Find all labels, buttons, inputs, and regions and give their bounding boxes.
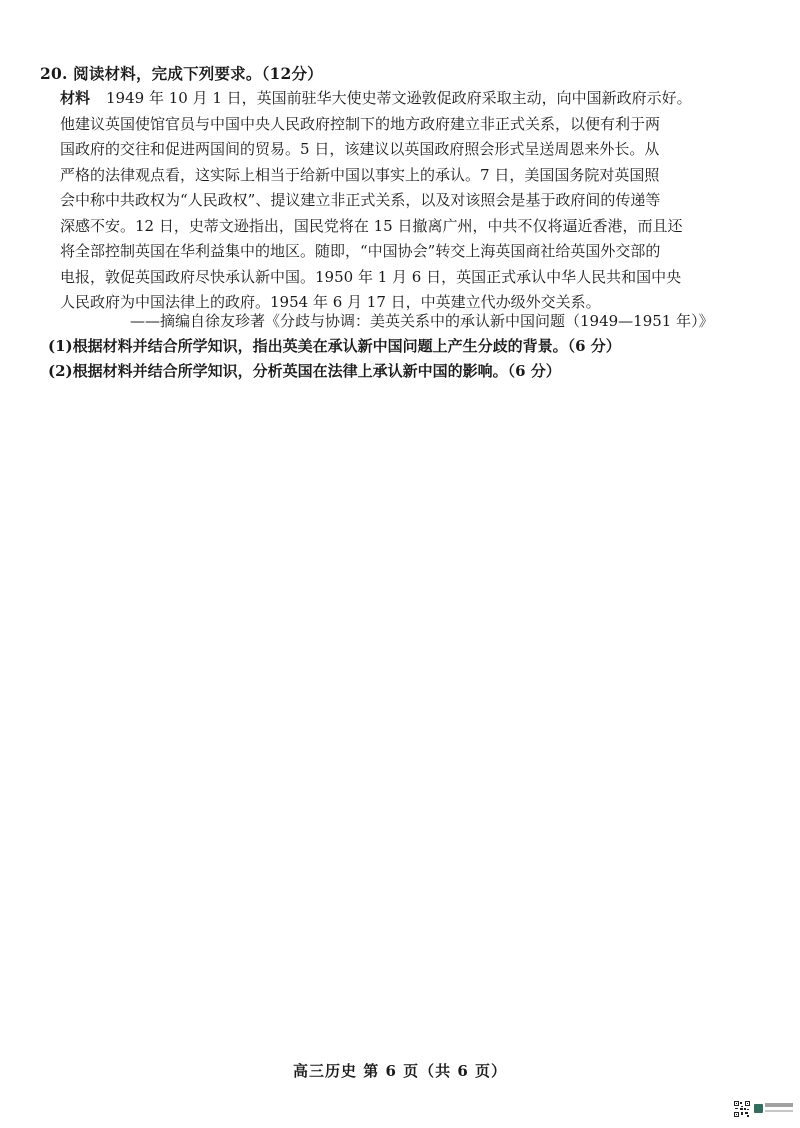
brand-logo-tagline	[765, 1110, 793, 1112]
material-line-5: 会中称中共政权为“人民政权”、提议建立非正式关系，以及对该照会是基于政府间的传递等	[60, 191, 661, 209]
material-line-8: 电报，敦促英国政府尽快承认新中国。1950 年 1 月 6 日，英国正式承认中华人民共和国中央	[60, 267, 682, 286]
material-line-6: 深感不安。12 日，史蒂文逊指出，国民党将在 15 日撤离广州，中共不仅将逼近香港，而且还	[60, 216, 683, 235]
brand-logo	[754, 1103, 794, 1115]
material-line-1	[60, 86, 720, 112]
brand-logo-wordmark	[765, 1103, 793, 1107]
material-line-4: 严格的法律观点看，这实际上相当于给新中国以事实上的承认。7 日，美国国务院对英国照	[60, 165, 660, 184]
material-line-text: 1949 年 10 月 1 日，英国前驻华大使史蒂文逊敦促政府采取主动，向中国新政府示好。	[106, 89, 692, 107]
material-line-7: 将全部控制英国在华利益集中的地区。随即，“中国协会”转交上海英国商社给英国外交部的	[60, 242, 661, 260]
material-line-3: 国政府的交往和促进两国间的贸易。5 日，该建议以英国政府照会形式呈送周恩来外长。从	[60, 140, 660, 158]
question-title: 20. 阅读材料，完成下列要求。（12分）	[40, 64, 323, 83]
material-label: 材料	[60, 89, 91, 107]
material-passage	[60, 86, 720, 316]
material-source: ——摘编自徐友珍著《分歧与协调：美英关系中的承认新中国问题（1949—1951 年）》	[130, 312, 714, 330]
qr-code-icon	[734, 1101, 750, 1117]
sub-question-2: (2)根据材料并结合所学知识，分析英国在法律上承认新中国的影响。（6 分）	[48, 362, 561, 380]
brand-logo-icon	[754, 1104, 763, 1113]
sub-question-1: (1)根据材料并结合所学知识，指出英美在承认新中国问题上产生分歧的背景。（6 分）	[48, 337, 621, 355]
material-line-2: 他建议英国使馆官员与中国中央人民政府控制下的地方政府建立非正式关系，以便有利于两	[60, 114, 661, 133]
material-line-9: 人民政府为中国法律上的政府。1954 年 6 月 17 日，中英建立代办级外交关系。	[60, 293, 601, 311]
page-footer: 高三历史 第 6 页（共 6 页）	[293, 1062, 507, 1080]
